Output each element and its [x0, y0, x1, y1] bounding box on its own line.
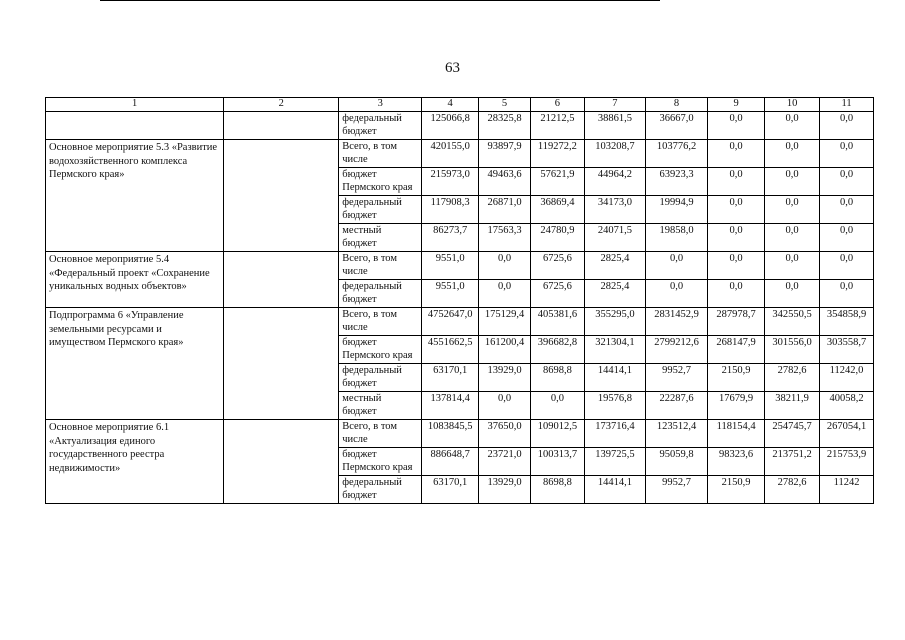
header-cell-11: 11 — [820, 98, 874, 112]
amount-cell: 21212,5 — [530, 112, 584, 140]
amount-cell: 0,0 — [820, 280, 874, 308]
amount-cell: 0,0 — [820, 168, 874, 196]
funding-source-cell: бюджет Пермского края — [339, 448, 422, 476]
amount-cell: 137814,4 — [422, 392, 479, 420]
amount-cell: 1083845,5 — [422, 420, 479, 448]
table-row — [46, 140, 874, 168]
column-2-cell — [224, 308, 339, 420]
amount-cell: 0,0 — [820, 196, 874, 224]
amount-cell: 0,0 — [708, 112, 765, 140]
funding-source-cell: федеральный бюджет — [339, 364, 422, 392]
amount-cell: 396682,8 — [530, 336, 584, 364]
amount-cell: 0,0 — [765, 224, 820, 252]
amount-cell: 0,0 — [820, 112, 874, 140]
amount-cell: 63923,3 — [645, 168, 707, 196]
amount-cell: 119272,2 — [530, 140, 584, 168]
amount-cell: 2782,6 — [765, 364, 820, 392]
amount-cell: 0,0 — [765, 280, 820, 308]
amount-cell: 14414,1 — [584, 364, 645, 392]
amount-cell: 86273,7 — [422, 224, 479, 252]
amount-cell: 175129,4 — [479, 308, 531, 336]
amount-cell: 254745,7 — [765, 420, 820, 448]
funding-source-cell: бюджет Пермского края — [339, 168, 422, 196]
amount-cell: 6725,6 — [530, 252, 584, 280]
amount-cell: 2825,4 — [584, 252, 645, 280]
amount-cell: 2150,9 — [708, 476, 765, 504]
amount-cell: 287978,7 — [708, 308, 765, 336]
amount-cell: 213751,2 — [765, 448, 820, 476]
amount-cell: 26871,0 — [479, 196, 531, 224]
header-cell-3: 3 — [339, 98, 422, 112]
header-cell-4: 4 — [422, 98, 479, 112]
program-name-cell: Основное мероприятие 5.4 «Федеральный проект «Сохранение уникальных водных объектов» — [46, 252, 224, 308]
amount-cell: 109012,5 — [530, 420, 584, 448]
amount-cell: 405381,6 — [530, 308, 584, 336]
amount-cell: 100313,7 — [530, 448, 584, 476]
amount-cell: 98323,6 — [708, 448, 765, 476]
amount-cell: 13929,0 — [479, 476, 531, 504]
amount-cell: 4551662,5 — [422, 336, 479, 364]
amount-cell: 420155,0 — [422, 140, 479, 168]
program-name-cell: Основное мероприятие 5.3 «Развитие водохозяйственного комплекса Пермского края» — [46, 140, 224, 252]
amount-cell: 303558,7 — [820, 336, 874, 364]
amount-cell: 117908,3 — [422, 196, 479, 224]
amount-cell: 9952,7 — [645, 364, 707, 392]
amount-cell: 886648,7 — [422, 448, 479, 476]
amount-cell: 23721,0 — [479, 448, 531, 476]
amount-cell: 0,0 — [765, 252, 820, 280]
amount-cell: 354858,9 — [820, 308, 874, 336]
amount-cell: 9952,7 — [645, 476, 707, 504]
table-row — [46, 308, 874, 336]
funding-source-cell: Всего, в том числе — [339, 140, 422, 168]
amount-cell: 19994,9 — [645, 196, 707, 224]
amount-cell: 38211,9 — [765, 392, 820, 420]
header-cell-6: 6 — [530, 98, 584, 112]
amount-cell: 0,0 — [765, 112, 820, 140]
amount-cell: 0,0 — [708, 196, 765, 224]
amount-cell: 0,0 — [820, 224, 874, 252]
amount-cell: 0,0 — [479, 280, 531, 308]
top-rule — [100, 0, 660, 1]
amount-cell: 9551,0 — [422, 252, 479, 280]
amount-cell: 11242 — [820, 476, 874, 504]
header-cell-7: 7 — [584, 98, 645, 112]
amount-cell: 161200,4 — [479, 336, 531, 364]
amount-cell: 0,0 — [820, 252, 874, 280]
header-cell-5: 5 — [479, 98, 531, 112]
amount-cell: 301556,0 — [765, 336, 820, 364]
amount-cell: 8698,8 — [530, 364, 584, 392]
amount-cell: 34173,0 — [584, 196, 645, 224]
funding-source-cell: местный бюджет — [339, 392, 422, 420]
funding-source-cell: федеральный бюджет — [339, 196, 422, 224]
amount-cell: 24071,5 — [584, 224, 645, 252]
program-name-cell — [46, 112, 224, 140]
amount-cell: 38861,5 — [584, 112, 645, 140]
amount-cell: 49463,6 — [479, 168, 531, 196]
funding-source-cell: федеральный бюджет — [339, 476, 422, 504]
funding-source-cell: Всего, в том числе — [339, 252, 422, 280]
amount-cell: 95059,8 — [645, 448, 707, 476]
amount-cell: 267054,1 — [820, 420, 874, 448]
column-2-cell — [224, 112, 339, 140]
header-cell-9: 9 — [708, 98, 765, 112]
program-name-cell: Подпрограмма 6 «Управление земельными ресурсами и имуществом Пермского края» — [46, 308, 224, 420]
amount-cell: 0,0 — [479, 392, 531, 420]
funding-source-cell: Всего, в том числе — [339, 420, 422, 448]
amount-cell: 103208,7 — [584, 140, 645, 168]
header-cell-2: 2 — [224, 98, 339, 112]
amount-cell: 118154,4 — [708, 420, 765, 448]
amount-cell: 0,0 — [645, 252, 707, 280]
amount-cell: 63170,1 — [422, 476, 479, 504]
amount-cell: 36869,4 — [530, 196, 584, 224]
amount-cell: 6725,6 — [530, 280, 584, 308]
amount-cell: 0,0 — [765, 196, 820, 224]
column-2-cell — [224, 420, 339, 504]
amount-cell: 0,0 — [530, 392, 584, 420]
table-row — [46, 112, 874, 140]
amount-cell: 9551,0 — [422, 280, 479, 308]
table-row — [46, 420, 874, 448]
amount-cell: 0,0 — [820, 140, 874, 168]
amount-cell: 0,0 — [708, 252, 765, 280]
funding-source-cell: федеральный бюджет — [339, 280, 422, 308]
amount-cell: 0,0 — [645, 280, 707, 308]
amount-cell: 0,0 — [708, 280, 765, 308]
amount-cell: 8698,8 — [530, 476, 584, 504]
amount-cell: 2799212,6 — [645, 336, 707, 364]
amount-cell: 17679,9 — [708, 392, 765, 420]
amount-cell: 215973,0 — [422, 168, 479, 196]
page-number: 63 — [445, 60, 460, 76]
column-2-cell — [224, 140, 339, 252]
program-name-cell: Основное мероприятие 6.1 «Актуализация единого государственного реестра недвижимости» — [46, 420, 224, 504]
column-2-cell — [224, 252, 339, 308]
amount-cell: 355295,0 — [584, 308, 645, 336]
amount-cell: 0,0 — [708, 224, 765, 252]
amount-cell: 22287,6 — [645, 392, 707, 420]
amount-cell: 0,0 — [708, 140, 765, 168]
amount-cell: 2150,9 — [708, 364, 765, 392]
amount-cell: 37650,0 — [479, 420, 531, 448]
table-row — [46, 252, 874, 280]
amount-cell: 2782,6 — [765, 476, 820, 504]
amount-cell: 63170,1 — [422, 364, 479, 392]
amount-cell: 342550,5 — [765, 308, 820, 336]
amount-cell: 44964,2 — [584, 168, 645, 196]
amount-cell: 28325,8 — [479, 112, 531, 140]
amount-cell: 19858,0 — [645, 224, 707, 252]
table-body — [46, 98, 874, 504]
amount-cell: 2825,4 — [584, 280, 645, 308]
funding-source-cell: Всего, в том числе — [339, 308, 422, 336]
amount-cell: 93897,9 — [479, 140, 531, 168]
amount-cell: 139725,5 — [584, 448, 645, 476]
amount-cell: 57621,9 — [530, 168, 584, 196]
amount-cell: 0,0 — [479, 252, 531, 280]
amount-cell: 0,0 — [765, 140, 820, 168]
amount-cell: 4752647,0 — [422, 308, 479, 336]
amount-cell: 125066,8 — [422, 112, 479, 140]
amount-cell: 2831452,9 — [645, 308, 707, 336]
amount-cell: 24780,9 — [530, 224, 584, 252]
funding-source-cell: бюджет Пермского края — [339, 336, 422, 364]
amount-cell: 123512,4 — [645, 420, 707, 448]
amount-cell: 321304,1 — [584, 336, 645, 364]
header-row — [46, 98, 874, 112]
amount-cell: 11242,0 — [820, 364, 874, 392]
amount-cell: 14414,1 — [584, 476, 645, 504]
amount-cell: 13929,0 — [479, 364, 531, 392]
amount-cell: 268147,9 — [708, 336, 765, 364]
header-cell-1: 1 — [46, 98, 224, 112]
amount-cell: 19576,8 — [584, 392, 645, 420]
funding-source-cell: местный бюджет — [339, 224, 422, 252]
amount-cell: 36667,0 — [645, 112, 707, 140]
header-cell-10: 10 — [765, 98, 820, 112]
funding-source-cell: федеральный бюджет — [339, 112, 422, 140]
amount-cell: 0,0 — [708, 168, 765, 196]
amount-cell: 17563,3 — [479, 224, 531, 252]
amount-cell: 0,0 — [765, 168, 820, 196]
amount-cell: 215753,9 — [820, 448, 874, 476]
budget-table — [45, 97, 874, 504]
amount-cell: 103776,2 — [645, 140, 707, 168]
amount-cell: 40058,2 — [820, 392, 874, 420]
header-cell-8: 8 — [645, 98, 707, 112]
amount-cell: 173716,4 — [584, 420, 645, 448]
